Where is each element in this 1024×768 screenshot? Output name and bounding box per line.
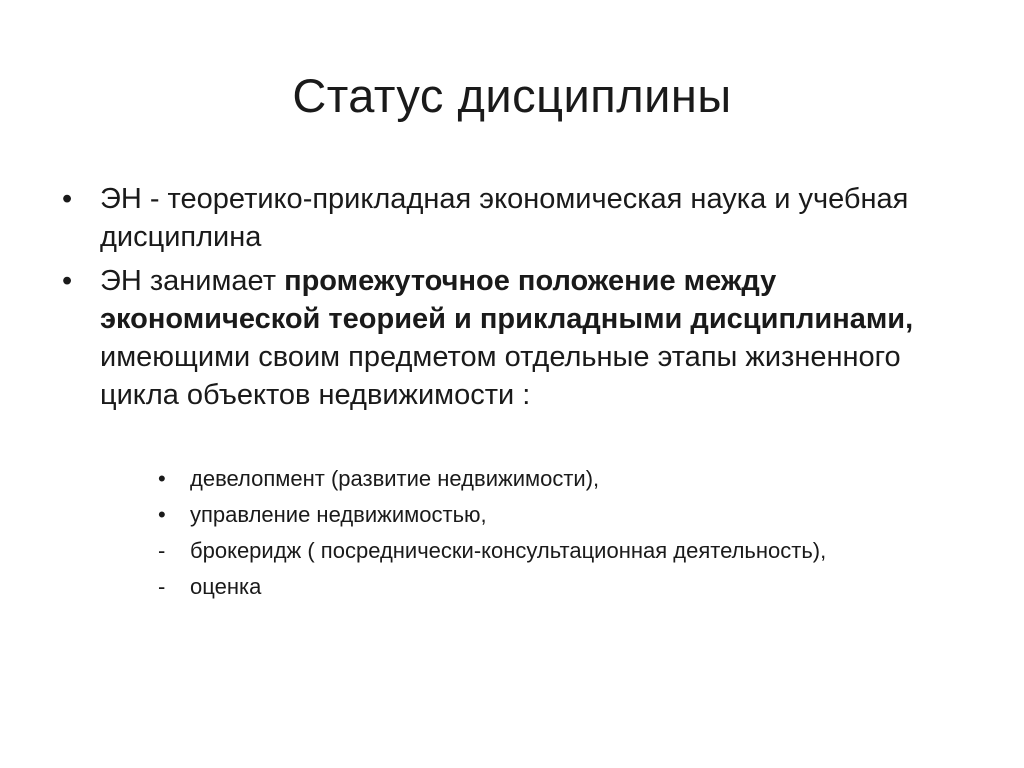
bullet-marker: • <box>62 183 73 215</box>
sub-item-text: управление недвижимостью, <box>190 502 487 527</box>
bullet-text-after: имеющими своим предметом отдельные этапы жизненного цикла объектов недвижимости : <box>100 341 901 411</box>
bullet-marker: • <box>62 265 73 297</box>
sub-item-brokerage <box>158 536 918 565</box>
bullet-item <box>62 180 962 256</box>
sub-item-management <box>158 500 918 529</box>
bullet-text: ЭН - теоретико-прикладная экономическая наука и учебная дисциплина <box>100 183 909 253</box>
sub-item-text: брокеридж ( посреднически-консультационная деятельность), <box>190 538 827 563</box>
sub-bullet-list <box>158 464 918 608</box>
sub-item-development <box>158 464 918 493</box>
sub-bullet-marker: • <box>158 466 166 491</box>
sub-item-text: девелопмент (развитие недвижимости), <box>190 466 600 491</box>
bullet-text-before: ЭН занимает <box>100 265 285 297</box>
sub-dash-marker: - <box>158 574 166 599</box>
sub-dash-marker: - <box>158 538 166 563</box>
sub-bullet-marker: • <box>158 502 166 527</box>
bullet-list <box>62 180 962 420</box>
bullet-text-bold: промежуточное положение между экономической теорией и прикладными дисциплинами, <box>100 265 914 335</box>
slide-title: Статус дисциплины <box>292 69 732 122</box>
bullet-item <box>62 262 962 414</box>
sub-item-valuation <box>158 572 918 601</box>
sub-item-text: оценка <box>190 574 262 599</box>
